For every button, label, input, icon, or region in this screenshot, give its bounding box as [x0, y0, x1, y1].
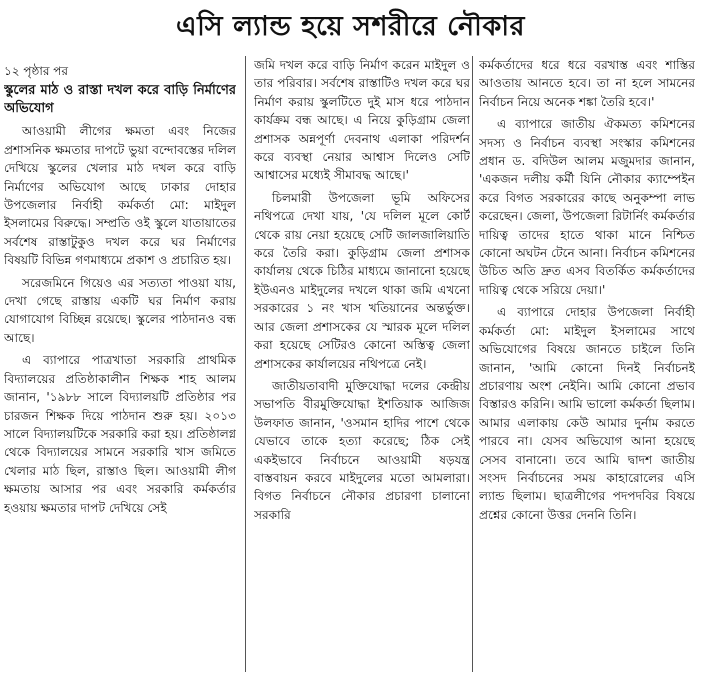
paragraph: সরেজমিনে গিয়েও এর সত্যতা পাওয়া যায়, দেখা গেছে রাস্তায় একটি ঘর নির্মাণ করায় যোগাযোগ বিচ্ছিন্ন রয়েছে। স্কুলের পাঠদানও বন্ধ আছে। — [4, 275, 236, 345]
column-divider — [472, 56, 473, 672]
paragraph: কর্মকর্তাদের ধরে ধরে বরখাস্ত এবং শাস্তির আওতায় আনতে হবে। তা না হলে সামনের নির্বাচন নিয়ে অনেক শঙ্কা তৈরি হবে।' — [479, 58, 695, 109]
paragraph: জমি দখল করে বাড়ি নির্মাণ করেন মাইদুল ও তার পরিবার। সর্বশেষ রাস্তাটিও দখল করে ঘর নির্মাণ করায় স্কুলটিতে দুই মাস ধরে পাঠদান কার্যক্রম বন্ধ আছে। এ নিয়ে কুড়িগ্রাম জেলা প্রশাসক অন্নপূর্ণা দেবনাথ এলাকা পরিদর্শন করে ব্যবস্থা নেয়ার আশ্বাস দিলেও সেটি আশ্বাসের মধ্যেই সীমাবদ্ধ আছে।' — [254, 58, 470, 183]
subheadline: স্কুলের মাঠ ও রাস্তা দখল করে বাড়ি নির্মাণের অভিযোগ — [4, 83, 236, 117]
paragraph: চিলমারী উপজেলা ভূমি অফিসের নথিপত্রে দেখা যায়, 'যে দলিল মূলে কোর্ট থেকে রায় নেয়া হয়েছে সেটি জালজালিয়াতি করে তৈরি করা। কুড়িগ্রাম জেলা প্রশাসক কার্যালয় থেকে চিঠির মাধ্যমে জানানো হয়েছে ইউএনও মাইদুলের দখলে থাকা জমি এখনো সরকারের ১ নং খাস খতিয়ানের অন্তর্ভুক্ত। আর জেলা প্রশাসকের যে স্মারক মূলে দলিল করা হয়েছে সেটিরও কোনো অস্তিত্ব জেলা প্রশাসকের কার্যালয়ের নথিপত্রে নেই। — [254, 190, 470, 371]
paragraph: এ ব্যাপারে পাত্রখাতা সরকারি প্রাথমিক বিদ্যালয়ের প্রতিষ্ঠাকালীন শিক্ষক শাহ আলম জানান, '১৯৮৮ সালে বিদ্যালয়টি প্রতিষ্ঠার পর চারজন শিক্ষক দিয়ে পাঠদান শুরু হয়। ২০১৩ সালে বিদ্যালয়টিকে সরকারি করা হয়। প্রতিষ্ঠালগ্ন থেকে বিদ্যালয়ের সামনে সরকারি খাস জমিতে খেলার মাঠ ছিল, রাস্তাও ছিল। আওয়ামী লীগ ক্ষমতায় আসার পর এবং সরকারি কর্মকর্তার হওয়ায় ক্ষমতার দাপট দেখিয়ে সেই — [4, 353, 236, 515]
paragraph: আওয়ামী লীগের ক্ষমতা এবং নিজের প্রশাসনিক ক্ষমতার দাপটে ভুয়া বন্দোবস্তের দলিল দেখিয়ে স্কুলের খেলার মাঠ দখল করে বাড়ি নির্মাণের অভিযোগ আছে ঢাকার দোহার উপজেলার নির্বাহী কর্মকর্তা মো: মাইদুল ইসলামের বিরুদ্ধে। সম্প্রতি ওই স্কুলে যাতায়াতের সর্বশেষ রাস্তাটুকুও দখল করে ঘর নির্মাণের বিষয়টি বিভিন্ন গণমাধ্যমে প্রকাশ ও প্রচারিত হয়। — [4, 124, 236, 268]
article-column-2 — [254, 56, 470, 676]
headline: এসি ল্যান্ড হয়ে সশরীরে নৌকার — [176, 11, 525, 42]
article-column-3 — [479, 56, 695, 676]
continuation-note: ১২ পৃষ্ঠার পর — [4, 64, 69, 78]
column-divider — [245, 56, 246, 672]
paragraph: এ ব্যাপারে দোহার উপজেলা নির্বাহী কর্মকর্তা মো: মাইদুল ইসলামের সাথে অভিযোগের বিষয়ে জানতে চাইলে তিনি জানান, 'আমি কোনো দিনই নির্বাচনই প্রচারণায় অংশ নেইনি। আমি কোনো প্রভাব বিস্তারও করিনি। আমি ভালো কর্মকর্তা ছিলাম। আমার এলাকায় কেউ আমার দুর্নাম করতে পারবে না। যেসব অভিযোগ আনা হয়েছে সেসব বানানো। তবে আমি দ্বাদশ জাতীয় সংসদ নির্বাচনের সময় কাহারোলের এসি ল্যান্ড ছিলাম। ছাত্রলীগের পদপদবির বিষয়ে প্রশ্নের কোনো উত্তর দেননি তিনি। — [479, 305, 695, 522]
paragraph: এ ব্যাপারে জাতীয় ঐকমত্য কমিশনের সদস্য ও নির্বাচন ব্যবস্থা সংস্কার কমিশনের প্রধান ড. বদিউল আলম মজুমদার জানান, 'একজন দলীয় কর্মী যিনি নৌকার ক্যাম্পেইন করে বিগত সরকারের কাছে অনুকম্পা লাভ করেছেন। জেলা, উপজেলা রিটার্নিং কর্মকর্তার দায়িত্ব তাদের হাতে থাকা মানে নিশ্চিত কোনো অঘটন টেনে আনা। নির্বাচন কমিশনের উচিত অতি দ্রুত এসব বিতর্কিত কর্মকর্তাদের দায়িত্ব থেকে সরিয়ে দেয়া।' — [479, 117, 695, 297]
paragraph: জাতীয়তাবাদী মুক্তিযোদ্ধা দলের কেন্দ্রীয় সভাপতি বীরমুক্তিযোদ্ধা ইশতিয়াক আজিজ উলফাত জানান, 'ওসমান হাদির পাশে থেকে যেভাবে তাকে হত্যা করেছে; ঠিক সেই একইভাবে নির্বাচনে আওয়ামী ষড়যন্ত্র বাস্তবায়ন করবে মাইদুলের মতো আমলারা। বিগত নির্বাচনে নৌকার প্রচারণা চালানো সরকারি — [254, 378, 470, 522]
article-column-1 — [4, 56, 236, 676]
